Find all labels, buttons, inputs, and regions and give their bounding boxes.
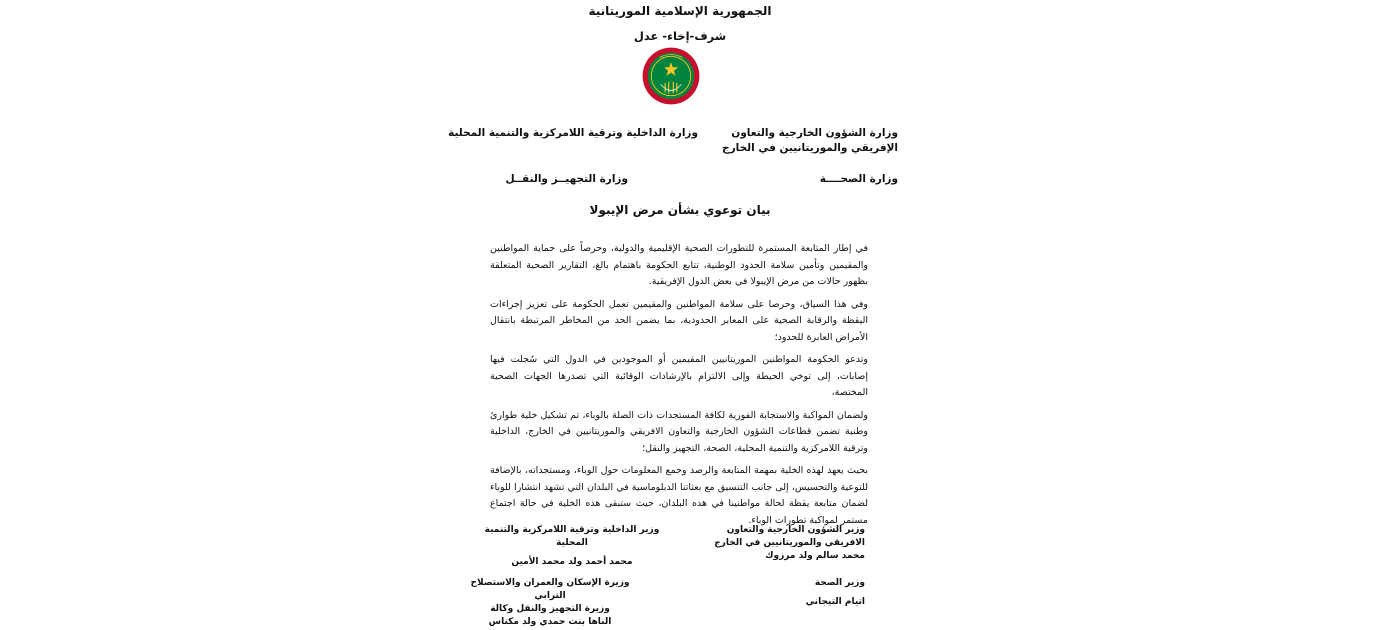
body-paragraph: ولضمان المواكبة والاستجابة الفورية لكافة المستجدات ذات الصلة بالوباء، تم تشكيل خلية طوارئ وطنية تضمن قطاعات الشؤون الخارجية والتعاون الافريقي والموريتانيين في الخارج، الداخلية وترقية اللامركزية والتنمية المحلية، الصحة، التجهيز والنقل؛ — [490, 409, 868, 454]
signatory-role: وزير الصحة — [814, 578, 865, 588]
national-motto: شرف-إخاء- عدل — [633, 29, 727, 43]
ministry-health: وزارة الصحــــة — [819, 173, 898, 185]
signatory-name: محمد أحمد ولد محمد الأمين — [511, 557, 633, 567]
signature-foreign-minister — [685, 524, 865, 563]
signatory-name: محمد سالم ولد مرزوك — [765, 551, 865, 561]
signature-housing-minister — [465, 577, 635, 629]
signature-health-minister — [685, 577, 865, 609]
document-page — [448, 0, 920, 630]
signatory-role: وزير الداخلية وترقية اللامركزية والتنمية المحلية — [484, 525, 660, 548]
body-paragraph: وفي هذا السياق، وحرصا على سلامة المواطنين والمقيمين تعمل الحكومة على تعزيز إجراءات اليقظة والرقابة الصحية على المعابر الحدودية، بما يضمن الحد من المخاطر المرتبطة بانتقال الأمراض العابرة للحدود؛ — [490, 298, 868, 343]
country-name-header: الجمهورية الإسلامية الموريتانية — [588, 4, 772, 18]
ministry-equipment-transport: وزارة التجهيــز والنقــل — [505, 173, 628, 185]
body-paragraph: بحيث يعهد لهذه الخلية بمهمة المتابعة والرصد وجمع المعلومات حول الوباء، ومستجداته، بالإضافة للتوعية والتحسيس، إلى جانب التنسيق مع بعثاتنا الدبلوماسية في البلدان التي تشهد انتشارا للوباء لضمان متابعة يقظة لحالة مواطنينا في هذه البلدان، حيث ستبقى هذه الخلية في حالة اجتماع مستمر لمواكبة تطورات الوباء. — [490, 465, 868, 526]
signature-interior-minister — [482, 524, 662, 569]
body-paragraph: وتدعو الحكومة المواطنين الموريتانيين المقيمين أو الموجودين في الدول التي سُجلت فيها إصابات، إلى توخي الحيطة وإلى الالتزام بالإرشادات الوقائية التي تصدرها الجهات الصحية المختصة، — [490, 354, 868, 398]
statement-title: بيان توعوي بشأن مرض الإيبولا — [589, 203, 771, 217]
ministry-interior: وزارة الداخلية وترقية اللامركزية والتنمية المحلية — [448, 127, 698, 139]
ministry-foreign-affairs: وزارة الشؤون الخارجية والتعاون الإفريقي والموريتانيين في الخارج — [722, 127, 898, 154]
national-seal-icon — [642, 47, 700, 105]
signatory-name: اتيام التيجاني — [805, 597, 865, 607]
signatory-role-acting: وزيرة التجهيز والنقل وكالة — [490, 604, 610, 614]
signatory-role: وزيرة الإسكان والعمران والاستصلاح الترابي — [470, 578, 630, 601]
body-paragraph: في إطار المتابعة المستمرة للتطورات الصحية الإقليمية والدولية، وحرصاً على حماية المواطنين والمقيمين وتأمين سلامة الحدود الوطنية، تتابع الحكومة باهتمام بالغ، التقارير الصحية المتعلقة بظهور حالات من مرض الإيبولا في بعض الدول الإفريقية. — [490, 243, 868, 287]
statement-body — [490, 241, 868, 535]
signatory-name: الناها بنت حمدي ولد مكناس — [488, 617, 612, 627]
signatory-role: وزير الشؤون الخارجية والتعاون الافريقي والموريتانيين في الخارج — [714, 525, 865, 548]
